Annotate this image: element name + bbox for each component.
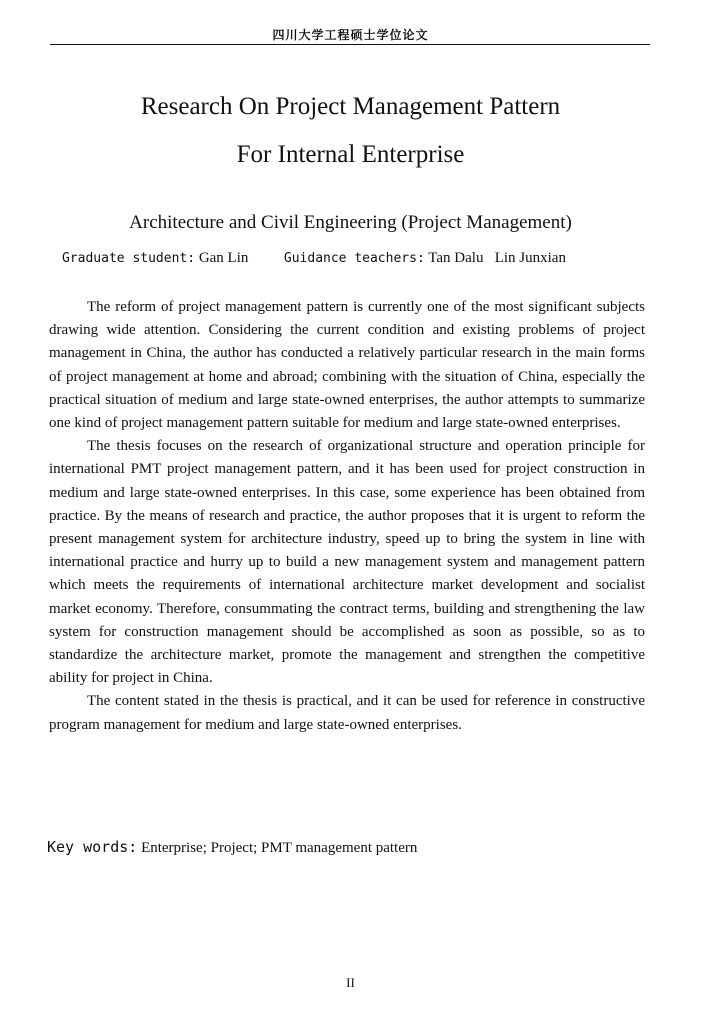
abstract-body xyxy=(49,296,645,737)
keywords-value: Enterprise; Project; PMT management pattern xyxy=(141,840,418,856)
abstract-paragraph-3: The content stated in the thesis is practical, and it can be used for reference in constructive program management for medium and large state-owned enterprises. xyxy=(49,693,645,733)
teacher-names: Tan Dalu Lin Junxian xyxy=(428,250,566,266)
abstract-paragraph-2: The thesis focuses on the research of organizational structure and operation principle for international PMT project management pattern, and it has been used for project construction in medium and large state-owned enterprises. In this case, some experience has been obtained from practice. By the means of research and practice, the author proposes that it is urgent to reform the present management system for architecture industry, speed up to bring the system in line with international practice and hurry up to build a new management system and management pattern which meets the requirements of international architecture market development and socialist market economy. Therefore, consummating the contract terms, building and strengthening the law system for construction management should be accomplished as soon as possible, so as to standardize the architecture market, promote the management and strengthen the competitive ability for project in China. xyxy=(49,438,645,687)
student-name: Gan Lin xyxy=(198,250,249,266)
thesis-title-line-2: For Internal Enterprise xyxy=(236,141,465,168)
keywords-label: Key words: xyxy=(47,838,138,856)
discipline-subtitle: Architecture and Civil Engineering (Project Management) xyxy=(129,212,572,233)
header-rule xyxy=(50,44,650,45)
teacher-label: Guidance teachers: xyxy=(283,251,425,266)
thesis-title-line-1: Research On Project Management Pattern xyxy=(140,93,561,120)
running-header: 四川大学工程硕士学位论文 xyxy=(272,28,429,42)
abstract-paragraph-1: The reform of project management pattern is currently one of the most significant subjects drawing wide attention. Considering the current condition and existing problems of project management in China, the author has conducted a relatively particular research in the main forms of project management at home and abroad; combining with the situation of China, especially the practical situation of medium and large state-owned enterprises, the author attempts to summarize one kind of project management pattern suitable for medium and large state-owned enterprises. xyxy=(49,299,645,432)
student-label: Graduate student: xyxy=(62,251,196,266)
page-number: II xyxy=(346,975,355,990)
keywords-line xyxy=(47,838,417,857)
authors-line xyxy=(62,250,662,267)
